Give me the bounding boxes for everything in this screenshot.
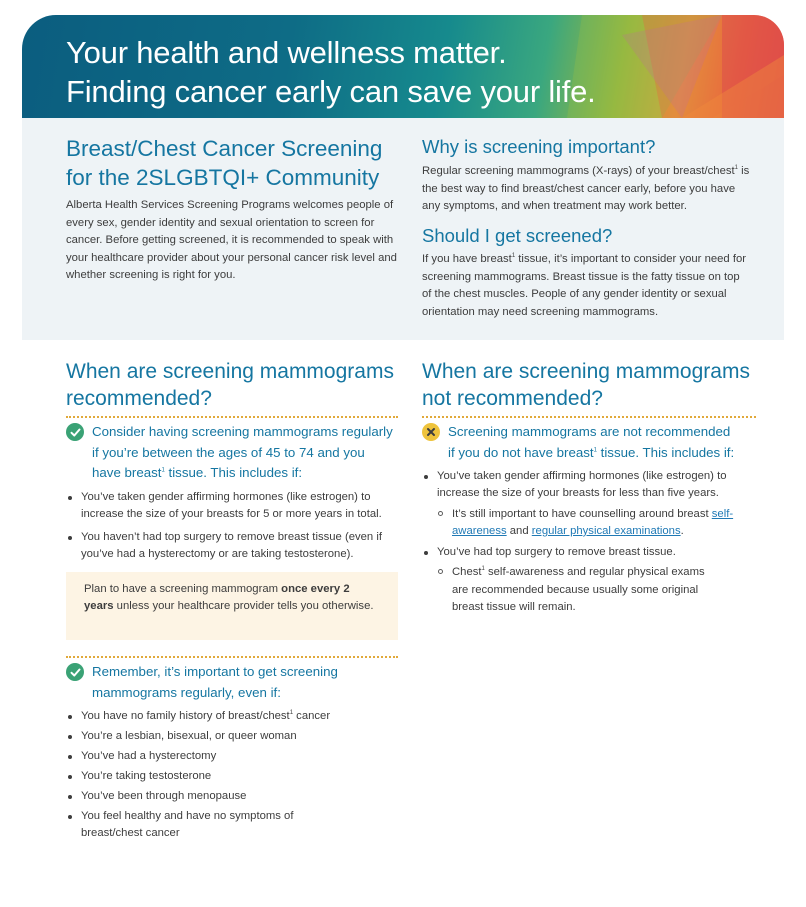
footnote-marker: 1 xyxy=(734,165,738,172)
x-circle-icon xyxy=(422,423,440,441)
sub-item-part3: . xyxy=(680,524,684,537)
footnote-marker: 1 xyxy=(593,447,597,454)
footnote-marker: 1 xyxy=(481,566,485,573)
section-divider xyxy=(422,416,756,418)
not-recommended-callout-line2 xyxy=(448,443,734,464)
sub-item-part1: It’s still important to have counselling around breast xyxy=(452,507,712,520)
callout-part2: tissue. This includes if: xyxy=(596,444,735,460)
remember-callout xyxy=(66,662,396,703)
check-circle-icon xyxy=(66,663,84,681)
intro-heading-line2: for the 2SLGBTQI+ Community xyxy=(66,165,380,190)
sub-list-item xyxy=(437,564,717,616)
intro-text: Alberta Health Services Screening Programs welcomes people of every sex, gender identity and sexual orientation to screen for cancer. Before getting screened, it is recommended to speak with your healthcare provider about your personal cancer risk level and whether screening is right for you. xyxy=(66,199,397,281)
why-text-part2: is the best way to find breast/chest cancer early, before you have any symptoms, and when treatment may work better. xyxy=(422,165,750,212)
should-heading: Should I get screened? xyxy=(422,225,613,246)
banner-title xyxy=(66,33,596,111)
recommended-callout-part2: tissue. This includes if: xyxy=(164,465,303,480)
not-recommended-callout xyxy=(422,422,762,463)
sub-list-item xyxy=(437,506,742,541)
should-text-part1: If you have breast xyxy=(422,253,512,265)
should-text-part2: tissue, it’s important to consider your need for screening mammograms. Breast tissue is the fatty tissue on top of the chest muscles. People of any gender identity or sexual orientation may need screening mammograms. xyxy=(422,253,747,318)
sub-item-part2: and xyxy=(506,524,532,537)
list-item: You’re taking testosterone xyxy=(66,768,346,785)
banner-title-line2: Finding cancer early can save your life. xyxy=(66,74,596,109)
list-item xyxy=(422,544,742,616)
remember-callout-line1: Remember, it’s important to get screening xyxy=(92,664,338,679)
list-item-text: You’ve taken gender affirming hormones (like estrogen) to increase the size of your breasts for less than five years. xyxy=(437,470,727,500)
intro-heading-line1: Breast/Chest Cancer Screening xyxy=(66,136,383,161)
recommended-heading-line1: When are screening mammograms xyxy=(66,360,394,383)
list-item-part2: cancer xyxy=(293,710,331,722)
list-item: You’re a lesbian, bisexual, or queer woman xyxy=(66,728,346,745)
not-recommended-heading xyxy=(422,358,762,412)
list-item-part1: You have no family history of breast/chest xyxy=(81,710,290,722)
section-divider xyxy=(66,656,398,658)
list-item xyxy=(422,468,742,540)
why-text xyxy=(422,163,752,216)
should-text xyxy=(422,251,752,321)
list-item: You’ve had a hysterectomy xyxy=(66,748,346,765)
banner-title-line1: Your health and wellness matter. xyxy=(66,35,507,70)
self-awareness-link[interactable]: self-awareness xyxy=(452,507,734,537)
recommended-callout-part1: Consider having screening mammograms regularly if you’re between the ages of 45 to 74 and you have breast xyxy=(92,424,393,480)
not-recommended-callout-line1: Screening mammograms are not recommended xyxy=(448,424,731,439)
list-item: You haven’t had top surgery to remove breast tissue (even if you’ve had a hysterectomy or are taking testosterone). xyxy=(66,529,396,564)
remember-callout-line2: mammograms regularly, even if: xyxy=(92,684,281,700)
sub-list xyxy=(437,506,742,541)
recommended-list xyxy=(66,489,396,563)
list-item: You’ve been through menopause xyxy=(66,788,346,805)
note-emphasis: once every 2 years xyxy=(84,583,350,613)
list-item-text: You’ve had top surgery to remove breast tissue. xyxy=(437,546,676,559)
sub-item-part2: self-awareness and regular physical exams are recommended because usually some original breast tissue will remain. xyxy=(452,566,705,614)
footnote-marker: 1 xyxy=(511,253,516,260)
check-circle-icon xyxy=(66,423,84,441)
remember-list xyxy=(66,708,346,843)
not-recommended-heading-line1: When are screening mammograms xyxy=(422,360,750,383)
list-item: You feel healthy and have no symptoms of breast/chest cancer xyxy=(66,808,306,843)
physical-examinations-link[interactable]: regular physical examinations xyxy=(531,524,681,537)
header-banner xyxy=(22,15,784,118)
section-divider xyxy=(66,416,398,418)
not-recommended-callout-text xyxy=(448,422,734,463)
recommended-heading xyxy=(66,358,406,412)
not-recommended-list xyxy=(422,468,742,616)
not-recommended-heading-line2: not recommended? xyxy=(422,387,603,410)
sub-item-part1: Chest xyxy=(452,566,482,579)
recommended-heading-line2: recommended? xyxy=(66,387,212,410)
note-text-part2: unless your healthcare provider tells you otherwise. xyxy=(113,600,374,613)
note-text-part1: Plan to have a screening mammogram xyxy=(84,583,282,595)
frequency-note xyxy=(66,572,398,640)
list-item xyxy=(66,708,346,725)
why-heading: Why is screening important? xyxy=(422,136,656,157)
sub-list xyxy=(437,564,717,616)
intro-heading xyxy=(66,134,406,192)
remember-callout-text xyxy=(92,662,338,703)
footnote-marker: 1 xyxy=(289,710,294,717)
recommended-callout-text xyxy=(92,422,396,484)
recommended-callout xyxy=(66,422,396,484)
why-text-part1: Regular screening mammograms (X-rays) of your breast/chest xyxy=(422,165,735,177)
callout-part1: if you do not have breast xyxy=(448,444,594,460)
list-item: You’ve taken gender affirming hormones (like estrogen) to increase the size of your breasts for 5 or more years in total. xyxy=(66,489,396,524)
footnote-marker: 1 xyxy=(161,467,165,474)
